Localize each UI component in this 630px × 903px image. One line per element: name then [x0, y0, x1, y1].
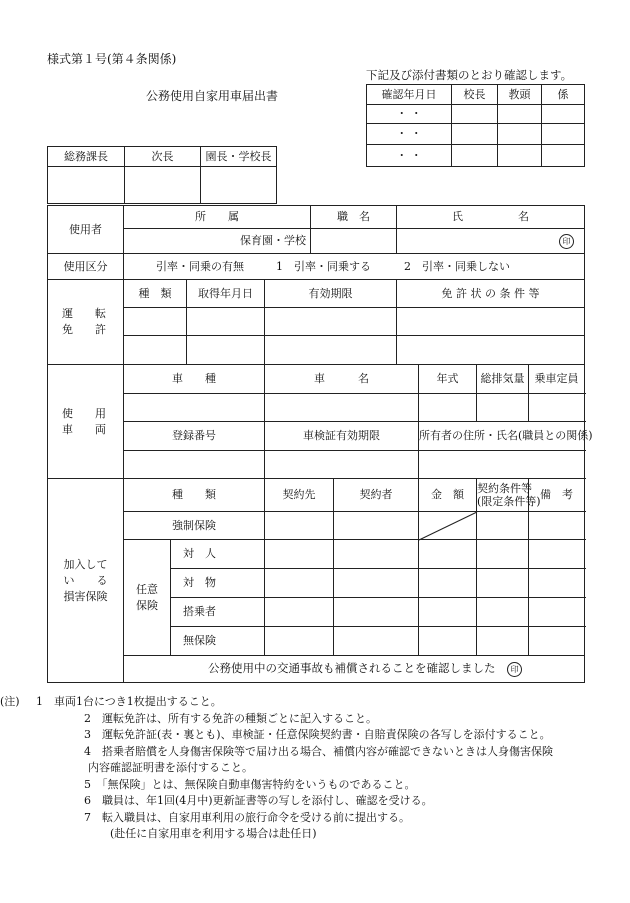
clerk-cell[interactable]: [542, 105, 585, 124]
uninsured-amount-field[interactable]: [419, 627, 477, 656]
clerk-header: 係: [542, 85, 585, 105]
note-item-4: 4 搭乗者賠償を人身傷害保険等で届け出る場合、補償内容が確認できないときは人身傷害保険: [84, 744, 553, 758]
terms-header-line2: (限定条件等): [477, 495, 541, 508]
acquired-date-header: 取得年月日: [187, 280, 265, 308]
property-insurer-field[interactable]: [265, 569, 334, 598]
capacity-header: 乗車定員: [529, 365, 585, 394]
insurance-label-line1: 加入して: [63, 557, 108, 571]
vehicle-label-line2: 車 両: [62, 422, 106, 436]
coverage-bodily-label: 対 人: [171, 540, 265, 569]
bodily-amount-field[interactable]: [419, 540, 477, 569]
note-item-2: 2 運転免許は、所有する免許の種類ごとに記入すること。: [84, 711, 377, 725]
inspection-expiry-header: 車検証有効期限: [265, 422, 419, 451]
general-affairs-manager-header: 総務課長: [48, 147, 125, 167]
property-policyholder-field[interactable]: [334, 569, 419, 598]
compulsory-insurer-field[interactable]: [265, 512, 334, 540]
license-type-field[interactable]: [124, 336, 187, 365]
note-item-1: (注) 1 車両1台につき1枚提出すること。: [48, 694, 553, 711]
expiry-field[interactable]: [265, 336, 397, 365]
main-form-table: [47, 205, 593, 683]
notes-section: [0, 694, 553, 843]
insurance-type-header: 種 類: [124, 479, 265, 512]
license-conditions-header: 免 許 状 の 条 件 等: [397, 280, 585, 308]
seal-icon: 印: [559, 234, 574, 249]
compulsory-terms-field[interactable]: [477, 512, 529, 540]
note-item-4-continuation: 内容確認証明書を添付すること。: [88, 761, 253, 774]
license-type-header: 種 類: [124, 280, 187, 308]
affiliation-field[interactable]: 保育園・学校: [124, 229, 311, 254]
confirm-date-header: 確認年月日: [367, 85, 452, 105]
owner-header: 所有者の住所・氏名(職員との関係): [419, 422, 585, 451]
vice-principal-cell[interactable]: [498, 105, 542, 124]
approval-stamp-cell[interactable]: [48, 167, 125, 204]
passenger-amount-field[interactable]: [419, 598, 477, 627]
license-type-field[interactable]: [124, 308, 187, 336]
license-label-line1: 運 転: [62, 307, 106, 320]
vehicle-label-line1: 使 用: [62, 406, 106, 420]
notes-prefix: (注): [0, 695, 20, 708]
principal-header: 校長: [452, 85, 498, 105]
optional-label-line1: 任意: [136, 582, 158, 596]
passenger-insurer-field[interactable]: [265, 598, 334, 627]
note-item-6: 6 職員は、年1回(4月中)更新証書等の写しを添付し、確認を受ける。: [84, 794, 433, 807]
vehicle-name-field[interactable]: [265, 394, 419, 422]
coverage-property-label: 対 物: [171, 569, 265, 598]
deputy-director-header: 次長: [125, 147, 201, 167]
passenger-policyholder-field[interactable]: [334, 598, 419, 627]
acquired-date-field[interactable]: [187, 308, 265, 336]
uninsured-remarks-field[interactable]: [529, 627, 585, 656]
insurance-label-line2: い る: [63, 573, 108, 587]
usage-option-2[interactable]: 2 引率・同乗しない: [404, 259, 510, 273]
name-field[interactable]: [397, 229, 585, 254]
note-item-7: 7 転入職員は、自家用車利用の旅行命令を受ける前に提出する。: [84, 810, 410, 824]
note-item-5: 5 「無保険」とは、無保険自動車傷害特約をいうものであること。: [84, 777, 416, 791]
note-item-7-continuation: (赴任に自家用車を利用する場合は赴任日): [110, 827, 317, 840]
owner-field[interactable]: [419, 451, 585, 479]
uninsured-insurer-field[interactable]: [265, 627, 334, 656]
terms-header-line1: 契約条件等: [477, 482, 532, 495]
principal-cell[interactable]: [452, 105, 498, 124]
position-field[interactable]: [311, 229, 397, 254]
license-conditions-field[interactable]: [397, 336, 585, 365]
usage-options[interactable]: [124, 254, 585, 280]
passenger-remarks-field[interactable]: [529, 598, 585, 627]
principal-header: 園長・学校長: [201, 147, 277, 167]
bodily-remarks-field[interactable]: [529, 540, 585, 569]
bodily-insurer-field[interactable]: [265, 540, 334, 569]
amount-header: 金 額: [419, 479, 477, 512]
usage-label: 使用区分: [48, 254, 124, 280]
registration-number-header: 登録番号: [124, 422, 265, 451]
insurance-label-line3: 損害保険: [63, 589, 108, 603]
compulsory-amount-field: [419, 512, 477, 540]
position-header: 職 名: [311, 206, 397, 229]
compulsory-insurance-label: 強制保険: [124, 512, 265, 540]
coverage-passenger-label: 搭乗者: [171, 598, 265, 627]
registration-number-field[interactable]: [124, 451, 265, 479]
vice-principal-cell[interactable]: [498, 124, 542, 145]
name-header: 氏 名: [397, 206, 585, 229]
expiry-field[interactable]: [265, 308, 397, 336]
uninsured-policyholder-field[interactable]: [334, 627, 419, 656]
confirm-date-cell[interactable]: ・ ・: [367, 145, 452, 167]
compulsory-remarks-field[interactable]: [529, 512, 585, 540]
property-remarks-field[interactable]: [529, 569, 585, 598]
insurance-label: [48, 479, 124, 683]
model-year-header: 年式: [419, 365, 477, 394]
affiliation-header: 所 属: [124, 206, 311, 229]
confirm-note: 下記及び添付書類のとおり確認します。: [366, 68, 573, 82]
expiry-header: 有効期限: [265, 280, 397, 308]
vehicle-type-header: 車 種: [124, 365, 265, 394]
property-terms-field[interactable]: [477, 569, 529, 598]
vice-principal-header: 教頭: [498, 85, 542, 105]
vehicle-type-field[interactable]: [124, 394, 265, 422]
clerk-cell[interactable]: [542, 124, 585, 145]
usage-question: 引率・同乗の有無: [156, 259, 244, 273]
capacity-field[interactable]: [529, 394, 585, 422]
usage-option-1[interactable]: 1 引率・同乗する: [276, 259, 371, 273]
approval-stamp-cell[interactable]: [201, 167, 277, 204]
optional-insurance-label: [124, 540, 171, 656]
policyholder-header: 契約者: [334, 479, 419, 512]
confirm-date-cell[interactable]: ・ ・: [367, 124, 452, 145]
coverage-uninsured-label: 無保険: [171, 627, 265, 656]
approval-table: [47, 146, 277, 204]
license-conditions-field[interactable]: [397, 308, 585, 336]
inspection-expiry-field[interactable]: [265, 451, 419, 479]
displacement-header: 総排気量: [477, 365, 529, 394]
terms-header: [477, 479, 541, 512]
acquired-date-field[interactable]: [187, 336, 265, 365]
insurer-header: 契約先: [265, 479, 334, 512]
vice-principal-cell[interactable]: [498, 145, 542, 167]
bodily-policyholder-field[interactable]: [334, 540, 419, 569]
optional-label-line2: 保険: [136, 598, 158, 612]
form-title: 公務使用自家用車届出書: [146, 89, 279, 103]
uninsured-terms-field[interactable]: [477, 627, 529, 656]
seal-icon: 印: [507, 662, 522, 677]
coverage-confirmation[interactable]: [124, 656, 585, 683]
model-year-field[interactable]: [419, 394, 477, 422]
coverage-confirmation-text: 公務使用中の交通事故も補償されることを確認しました: [208, 660, 496, 675]
bodily-terms-field[interactable]: [477, 540, 529, 569]
form-number: 様式第１号(第４条関係): [47, 52, 177, 66]
license-label: [48, 280, 124, 365]
remarks-header: 備 考: [529, 479, 585, 512]
confirm-date-cell[interactable]: ・ ・: [367, 105, 452, 124]
clerk-cell[interactable]: [542, 145, 585, 167]
vehicle-label: [48, 365, 124, 479]
license-label-line2: 免 許: [62, 323, 106, 336]
approval-stamp-cell[interactable]: [125, 167, 201, 204]
note-item-3: 3 運転免許証(表・裏とも)、車検証・任意保険契約書・自賠責保険の各写しを添付すること。: [84, 728, 551, 741]
passenger-terms-field[interactable]: [477, 598, 529, 627]
displacement-field[interactable]: [477, 394, 529, 422]
principal-cell[interactable]: [452, 124, 498, 145]
principal-cell[interactable]: [452, 145, 498, 167]
confirm-table: [366, 84, 585, 167]
property-amount-field[interactable]: [419, 569, 477, 598]
user-label: 使用者: [48, 206, 124, 254]
diagonal-strike: [419, 512, 477, 540]
compulsory-policyholder-field[interactable]: [334, 512, 419, 540]
vehicle-name-header: 車 名: [265, 365, 419, 394]
